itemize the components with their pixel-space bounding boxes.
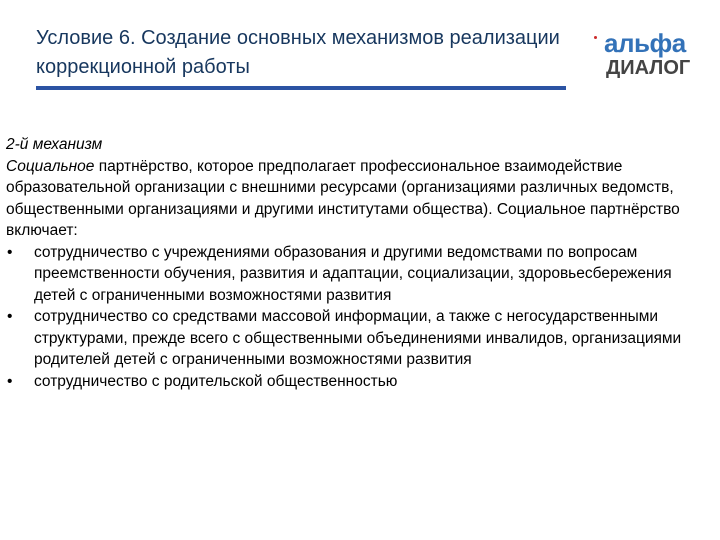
logo-word-bottom: ДИАЛОГ: [606, 57, 691, 79]
logo-dot: [594, 36, 597, 39]
intro-paragraph: [6, 156, 706, 242]
list-item-text: сотрудничество со средствами массовой информации, а также с негосударственными структурами, прежде всего с общественными объединениями инвалидов, организациями родителей детей с ограниченными возможностями развития: [34, 308, 682, 368]
alfa-dialog-logo: [604, 30, 692, 82]
intro-text: партнёрство, которое предполагает профессиональное взаимодействие образовательной организации с внешними ресурсами (организациями различных ведомств, общественными организациями и другими институтами общества). Социальное партнёрство включает:: [6, 157, 680, 239]
title-line-2: коррекционной работы: [36, 56, 250, 78]
title-underline: [36, 86, 566, 90]
list-item-text: сотрудничество с учреждениями образования и другими ведомствами по вопросам преемственности обучения, развития и адаптации, социализации, здоровьесбережения детей с ограниченными возможностями развития: [34, 243, 672, 304]
bullet-icon: •: [7, 243, 13, 261]
bullet-icon: •: [7, 308, 13, 325]
list-item: [6, 371, 706, 393]
list-item: [6, 242, 706, 307]
logo-word-top: альфа: [604, 28, 686, 58]
slide-header: [0, 0, 720, 96]
intro-italic-word: Социальное: [6, 157, 95, 175]
partnership-list: [6, 242, 706, 393]
slide-title: [36, 24, 616, 82]
bullet-icon: •: [7, 372, 13, 390]
slide-body: [6, 134, 706, 392]
title-line-1: Условие 6. Создание основных механизмов реализации: [36, 27, 560, 49]
list-item: [6, 306, 706, 371]
mechanism-heading: 2-й механизм: [6, 136, 103, 153]
list-item-text: сотрудничество с родительской общественностью: [34, 372, 398, 390]
